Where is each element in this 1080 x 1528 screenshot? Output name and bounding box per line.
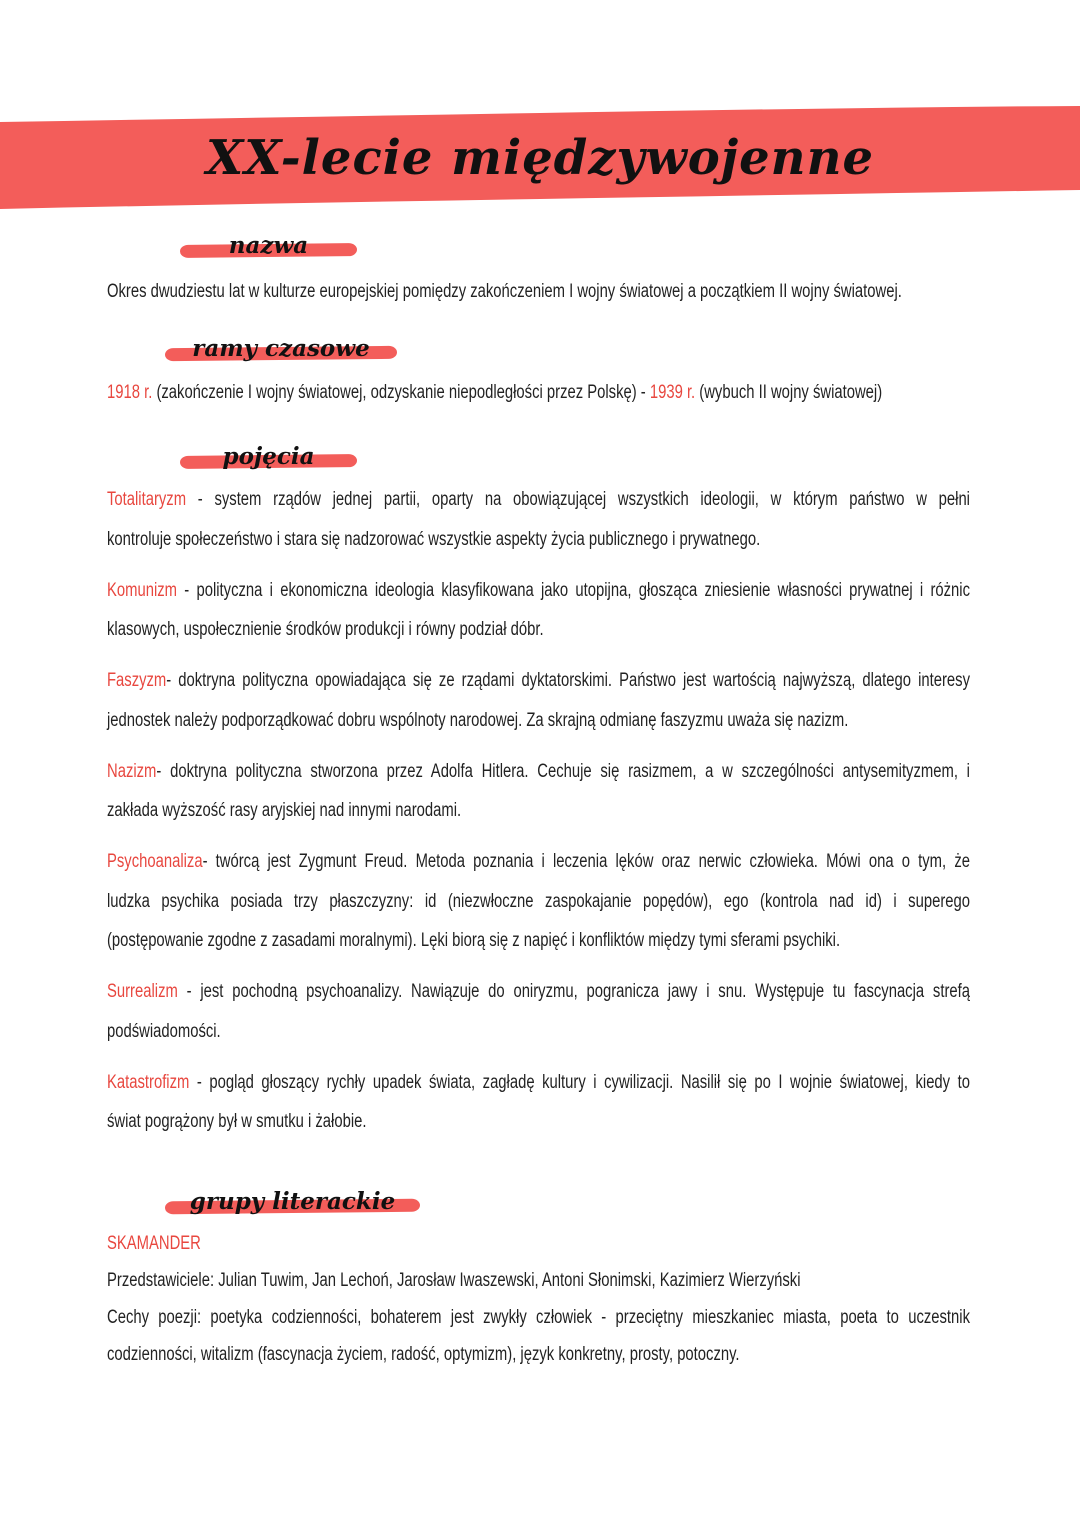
concept-line: jednostek należy podporządkować dobru wspólnoty narodowej. Za skrajną odmianę faszyzmu uważa się nazizm. <box>107 709 849 731</box>
concept-line <box>107 972 970 1012</box>
concept-text: - pogląd głoszący rychły upadek świata, zagładę kultury i cywilizacji. Nasilił się po I wojnie światowej, kiedy to <box>189 1071 970 1093</box>
concept-line: podświadomości. <box>107 1020 221 1042</box>
concept-text: - doktryna polityczna stworzona przez Adolfa Hitlera. Cechuje się rasizmem, a w szczególności antysemityzmem, i <box>156 760 970 782</box>
concept-line <box>107 842 970 882</box>
start-description: (zakończenie I wojny światowej, odzyskanie niepodległości przez Polskę) - <box>152 382 650 403</box>
concept-term: Katastrofizm <box>107 1071 190 1093</box>
concept-komunizm <box>107 571 970 650</box>
concept-line <box>107 571 970 611</box>
group-features-line: codzienności, witalizm (fascynacja życiem, radość, optymizm), język konkretny, prosty, potoczny. <box>107 1343 740 1365</box>
concept-line: zakłada wyższość rasy aryjskiej nad innymi narodami. <box>107 800 462 821</box>
group-name: SKAMANDER <box>107 1232 201 1254</box>
definition-text: Okres dwudziestu lat w kulturze europejskiej pomiędzy zakończeniem I wojny światowej a początkiem II wojny światowej. <box>107 281 902 302</box>
concept-line: ludzka psychika posiada trzy płaszczyzny: id (niezwłoczne zaspokajanie popędów), ego (kontrola nad id) i superego <box>107 890 970 912</box>
concept-term: Surrealizm <box>107 981 178 1002</box>
concept-text: - jest pochodną psychoanalizy. Nawiązuje do oniryzmu, pogranicza jawy i snu. Występuje tu fascynacja strefą <box>177 981 970 1002</box>
concept-line <box>107 661 970 701</box>
concept-term: Komunizm <box>107 579 178 601</box>
end-description: (wybuch II wojny światowej) <box>695 382 883 403</box>
heading-ramy-czasowe <box>165 332 397 366</box>
concept-line: kontroluje społeczeństwo i stara się nadzorować wszystkie aspekty życia publicznego i prywatnego. <box>107 528 761 550</box>
concept-line <box>107 1063 970 1103</box>
end-year: 1939 r. <box>649 382 696 403</box>
group-representatives: Przedstawiciele: Julian Tuwim, Jan Lechoń, Jarosław Iwaszewski, Antoni Słonimski, Kazimierz Wierzyński <box>107 1269 801 1291</box>
heading-label: grupy literackie <box>189 1188 396 1215</box>
heading-pojecia <box>180 440 357 474</box>
concept-surrealizm <box>107 972 970 1051</box>
concept-line <box>107 480 970 520</box>
concept-text: - polityczna i ekonomiczna ideologia klasyfikowana jako utopijna, głosząca zniesienie własności prywatnej i różnic <box>177 579 970 601</box>
start-year: 1918 r. <box>107 382 153 403</box>
heading-grupy-literackie <box>165 1185 420 1219</box>
concept-term: Psychoanaliza <box>107 851 203 872</box>
concept-text: - twórcą jest Zygmunt Freud. Metoda poznania i leczenia lęków oraz nerwic człowieka. Mówi ona o tym, że <box>202 851 970 872</box>
timeframe-line <box>107 373 970 413</box>
concept-line: klasowych, uspołecznienie środków produkcji i równy podział dóbr. <box>107 619 544 640</box>
concept-katastrofizm <box>107 1063 970 1142</box>
concept-line: świat pogrążony był w smutku i żałobie. <box>107 1111 367 1132</box>
concept-text: - system rządów jednej partii, oparty na obowiązującej wszystkich ideologii, w którym państwo w pełni <box>186 489 970 510</box>
concepts-list <box>107 480 970 1153</box>
concept-faszyzm <box>107 661 970 740</box>
page-title: XX-lecie międzywojenne <box>205 130 875 186</box>
concept-term: Nazizm <box>107 760 157 782</box>
heading-nazwa <box>180 229 357 263</box>
concept-psychoanaliza <box>107 842 970 961</box>
heading-label: nazwa <box>228 232 309 259</box>
concept-totalitaryzm <box>107 480 970 559</box>
heading-label: pojęcia <box>222 443 315 470</box>
group-skamander <box>107 1225 970 1373</box>
group-features-line: Cechy poezji: poetyka codzienności, bohaterem jest zwykły człowiek - przeciętny mieszkaniec miasta, poeta to uczestnik <box>107 1306 970 1328</box>
concept-line: (postępowanie zgodne z zasadami moralnymi). Lęki biorą się z napięć i konfliktów między tymi sferami psychiki. <box>107 930 841 951</box>
concept-line <box>107 752 970 792</box>
timeframe <box>107 373 970 413</box>
concept-nazizm <box>107 752 970 831</box>
concept-text: - doktryna polityczna opowiadająca się ze rządami dyktatorskimi. Państwo jest wartością najwyższą, dlatego interesy <box>166 670 970 691</box>
heading-label: ramy czasowe <box>192 335 370 362</box>
name-definition <box>107 272 970 312</box>
concept-term: Totalitaryzm <box>107 489 187 510</box>
concept-term: Faszyzm <box>107 670 167 691</box>
